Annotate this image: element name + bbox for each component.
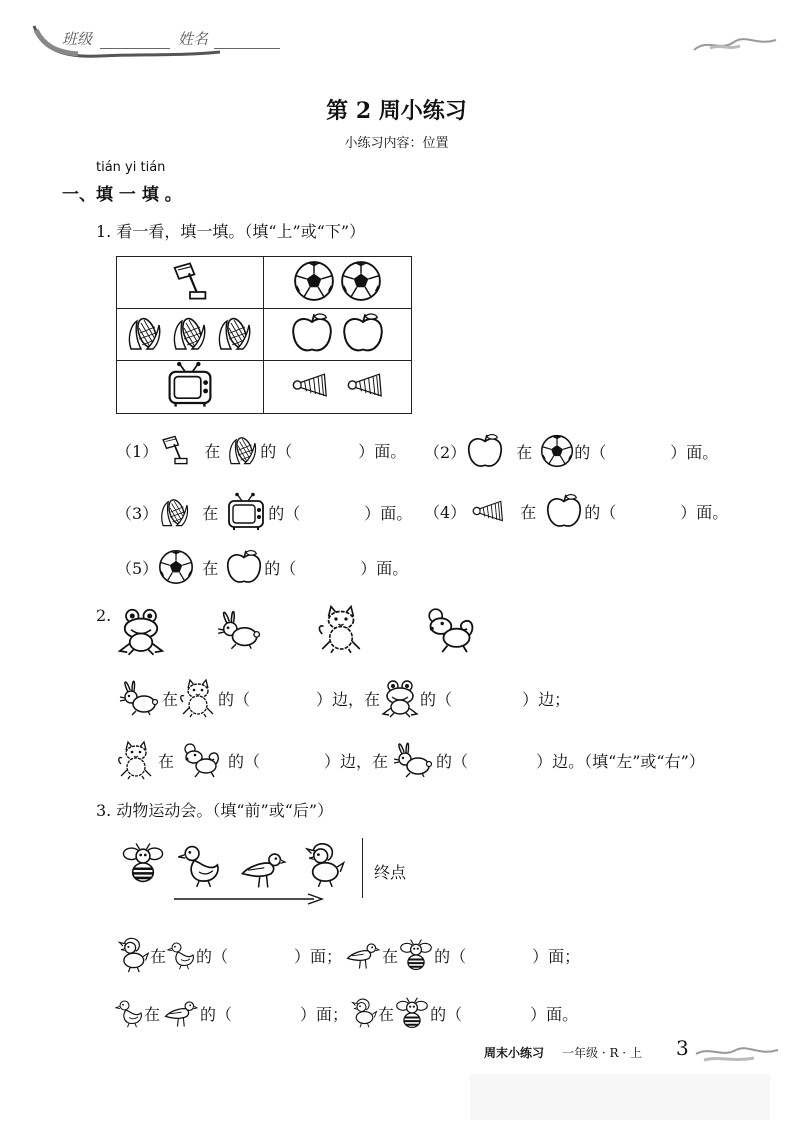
shuttlecock-icon (466, 495, 510, 527)
apple-icon (340, 311, 386, 355)
bee-icon (398, 936, 434, 974)
chick-icon (300, 840, 346, 890)
word-tail: ）面。 (358, 441, 407, 461)
apple-icon (466, 432, 504, 470)
apple-icon (544, 492, 584, 530)
q2-line-2 (114, 740, 705, 780)
soccer-ball-icon (340, 260, 382, 302)
word-tail: ）面。 (364, 503, 413, 523)
q3-line-1 (114, 936, 580, 974)
rabbit-icon (388, 740, 436, 780)
item-number: （3） (116, 503, 159, 523)
cell-balls (264, 257, 412, 309)
cell-shuttlecocks (264, 361, 412, 414)
finish-line (362, 838, 363, 898)
finish-label: 终点 (374, 863, 407, 882)
cat-icon (114, 740, 158, 780)
word-de: 的（ (228, 751, 261, 771)
word-de: 的（ (260, 441, 293, 461)
word-zai: 在 (378, 1004, 395, 1024)
apple-icon (289, 311, 335, 355)
class-blank-line[interactable] (100, 48, 170, 49)
header-cloud-decoration (690, 28, 780, 58)
word-mid: ）边，在 (324, 751, 389, 771)
page-number: 3 (676, 1036, 689, 1060)
shuttlecock-icon (285, 367, 335, 403)
bird-icon (234, 846, 290, 892)
cat-icon (178, 678, 218, 718)
word-zai: 在 (382, 946, 399, 966)
apple-icon (224, 548, 264, 586)
word-tail: ）边。（填“左”或“右”） (536, 751, 705, 771)
word-zai: 在 (150, 946, 167, 966)
q1-item-4 (424, 492, 728, 530)
word-de: 的（ (196, 946, 229, 966)
bird-icon (342, 938, 382, 972)
bee-icon (120, 840, 166, 886)
corn-icon (215, 311, 255, 355)
word-tail: ）面； (532, 946, 581, 966)
tv-icon (224, 492, 268, 532)
footer-band (470, 1074, 770, 1120)
footer-label: 周末小练习 (484, 1046, 545, 1060)
cell-apples (264, 309, 412, 361)
q1-item-2 (424, 432, 718, 470)
word-de: 的（ (430, 1004, 463, 1024)
word-de: 的（ (420, 689, 453, 709)
page-subtitle: 小练习内容：位置 (344, 136, 449, 151)
name-label: 姓名 (178, 30, 209, 48)
item-number: （2） (424, 442, 467, 462)
chick-icon (114, 936, 150, 974)
shuttlecock-icon (340, 367, 390, 403)
q1-item-3 (116, 492, 412, 532)
lamp-icon (158, 432, 192, 468)
corn-icon (125, 311, 165, 355)
q3-line-2 (114, 994, 578, 1032)
item-number: （4） (424, 502, 467, 522)
section-heading: 一、填 一 填 。 (62, 185, 182, 205)
word-de: 的（ (200, 1004, 233, 1024)
q1-prompt: 1. 看一看，填一填。（填“上”或“下”） (96, 222, 366, 241)
word-zai: 在 (162, 689, 179, 709)
bird-icon (160, 996, 200, 1030)
word-tail: ）面。 (670, 442, 719, 462)
page-title: 第 2 周小练习 (326, 98, 467, 124)
word-mid: ）边，在 (316, 689, 381, 709)
word-tail: ）面。 (360, 558, 409, 578)
q2-number: 2. (96, 606, 112, 625)
frog-icon (380, 678, 420, 718)
rabbit-icon (114, 678, 162, 718)
word-de: 的（ (434, 946, 467, 966)
word-de: 的（ (268, 503, 301, 523)
word-de: 的（ (584, 502, 617, 522)
word-zai: 在 (144, 1004, 161, 1024)
soccer-ball-icon (158, 549, 194, 585)
cell-lamp (117, 257, 264, 309)
q3-prompt: 3. 动物运动会。（填“前”或“后”） (96, 801, 334, 820)
word-zai: 在 (202, 558, 219, 578)
word-mid: ）面； (294, 946, 343, 966)
duck-icon (166, 936, 196, 974)
word-zai: 在 (204, 441, 221, 461)
word-de: 的（ (264, 558, 297, 578)
word-de: 的（ (574, 442, 607, 462)
q2-line-1 (114, 678, 570, 718)
bee-icon (394, 994, 430, 1032)
section-pinyin: tián yi tián (96, 160, 166, 175)
soccer-ball-icon (293, 260, 335, 302)
direction-arrow (172, 892, 326, 906)
class-label: 班级 (62, 30, 93, 48)
soccer-ball-icon (540, 434, 574, 468)
footer-cloud-decoration (694, 1040, 780, 1066)
q1-picture-table (116, 256, 412, 414)
item-number: （1） (116, 441, 159, 461)
item-number: （5） (116, 558, 159, 578)
mouse-icon (174, 740, 228, 780)
cat-icon (316, 602, 366, 656)
cell-corn (117, 309, 264, 361)
word-de: 的（ (436, 751, 469, 771)
cell-tv (117, 361, 264, 414)
q1-item-1 (116, 432, 406, 468)
word-tail: ）边； (522, 689, 571, 709)
duck-icon (114, 994, 144, 1032)
rabbit-icon (212, 608, 264, 652)
name-blank-line[interactable] (214, 48, 280, 49)
tv-icon (164, 361, 216, 409)
word-zai: 在 (516, 442, 533, 462)
lamp-icon (168, 259, 212, 303)
frog-icon (116, 604, 166, 658)
mouse-icon (414, 604, 486, 656)
word-zai: 在 (158, 751, 175, 771)
word-de: 的（ (218, 689, 251, 709)
corn-icon (170, 311, 210, 355)
word-tail: ）面。 (680, 502, 729, 522)
word-zai: 在 (520, 502, 537, 522)
footer-grade: 一年级 · R · 上 (562, 1046, 642, 1060)
corn-icon (226, 432, 260, 468)
word-tail: ）面。 (530, 1004, 579, 1024)
corn-icon (158, 494, 192, 530)
q1-item-5 (116, 548, 408, 586)
chick-icon (348, 994, 378, 1032)
word-zai: 在 (202, 503, 219, 523)
duck-icon (176, 840, 222, 890)
word-mid: ）面； (300, 1004, 349, 1024)
